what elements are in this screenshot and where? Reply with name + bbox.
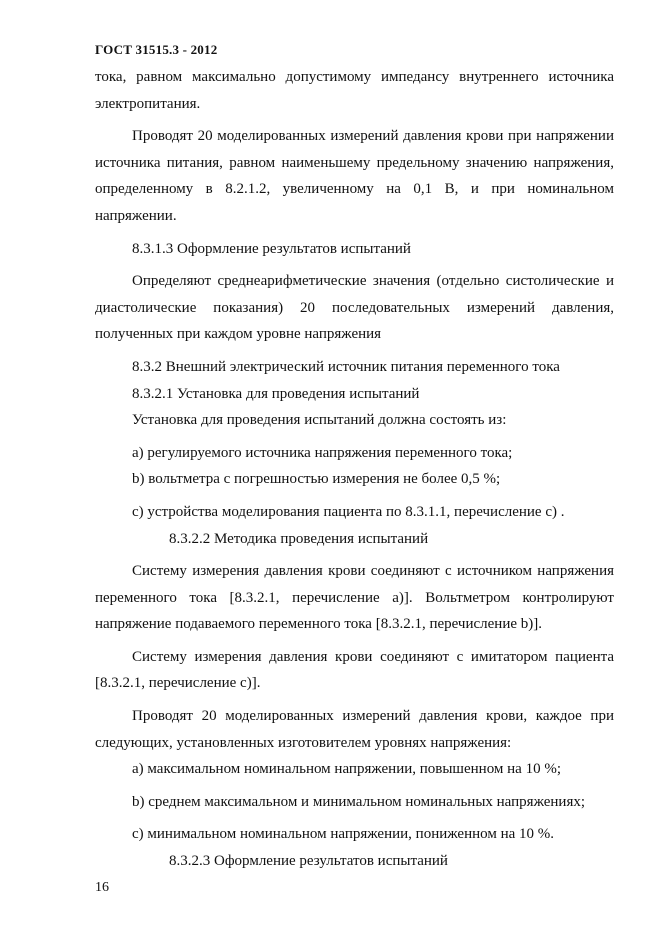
section-title: Методика проведения испытаний: [214, 530, 429, 547]
list-item-a: a) регулируемого источника напряжения переменного тока;: [132, 444, 513, 461]
section-heading-8-3-2-3: [95, 848, 614, 875]
document-body: [95, 64, 614, 875]
paragraph-averages: Определяют среднеарифметические значения (отдельно систолические и диастолические показания) 20 последовательных измерений давления, полученных при каждом уровне напряжения: [95, 273, 614, 343]
list-item-b-voltage: b) среднем максимальном и минимальном номинальных напряжениях;: [132, 793, 586, 810]
section-heading-8-3-2-2: [95, 526, 614, 553]
list-item-a-voltage: a) максимальном номинальном напряжении, повышенном на 10 %;: [132, 761, 562, 778]
paragraph-voltage-levels: Проводят 20 моделированных измерений давления крови, каждое при следующих, установленных изготовителем уровнях напряжения:: [95, 708, 614, 751]
paragraph-setup-intro: Установка для проведения испытаний должна состоять из:: [132, 412, 507, 429]
list-item-c: c) устройства моделирования пациента по 8.3.1.1, перечисление c) .: [132, 503, 565, 520]
page-number: 16: [95, 880, 109, 895]
section-number: 8.3.2.3: [169, 853, 211, 870]
section-heading-8-3-2-1: 8.3.2.1 Установка для проведения испытаний: [132, 385, 420, 402]
paragraph-simulator: Систему измерения давления крови соединяют с имитатором пациента [8.3.2.1, перечисление c)].: [95, 648, 614, 692]
document-header: ГОСТ 31515.3 - 2012: [95, 42, 218, 57]
section-heading-8-3-1-3: 8.3.1.3 Оформление результатов испытаний: [132, 240, 411, 257]
section-number: 8.3.2.2: [169, 530, 211, 547]
paragraph-continuation: тока, равном максимально допустимому импедансу внутреннего источника электропитания.: [95, 69, 614, 112]
paragraph-connection: Систему измерения давления крови соединяют с источником напряжения переменного тока [8.3.2.1, перечисление a)]. Вольтметром контролируют напряжение подаваемого переменного тока [8.3.2.1, перечисление b)].: [95, 563, 614, 633]
section-heading-8-3-2: 8.3.2 Внешний электрический источник питания переменного тока: [132, 358, 560, 375]
section-title: Оформление результатов испытаний: [214, 853, 448, 870]
paragraph-measurements: Проводят 20 моделированных измерений давления крови при напряжении источника питания, равном наименьшему предельному значению напряжения, определенному в 8.2.1.2, увеличенному на 0,1 В, и при номинальном напряжении.: [95, 128, 614, 224]
list-item-b: b) вольтметра с погрешностью измерения не более 0,5 %;: [132, 471, 501, 488]
list-item-c-voltage: c) минимальном номинальном напряжении, пониженном на 10 %.: [132, 826, 555, 843]
